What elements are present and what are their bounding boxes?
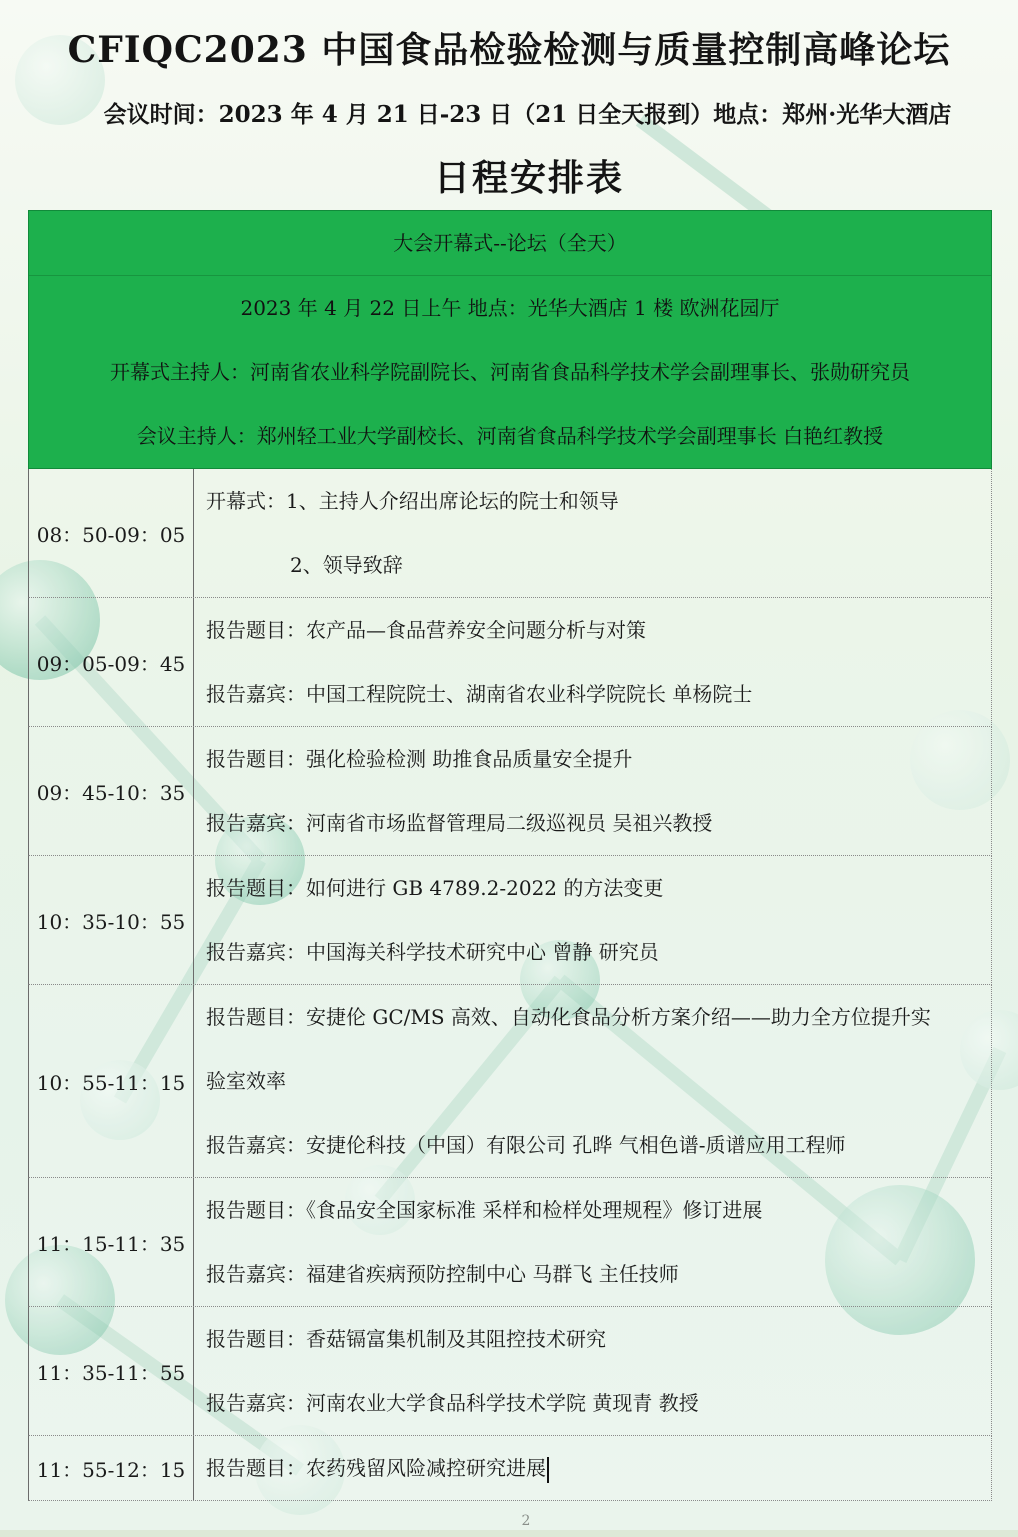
report-title-text: 报告题目：农药残留风险减控研究进展 [206,1456,546,1480]
row-time: 09：05-09：45 [29,598,194,726]
row-time: 08：50-09：05 [29,469,194,597]
report-speaker: 报告嘉宾：福建省疾病预防控制中心 马群飞 主任技师 [206,1262,679,1286]
report-speaker: 报告嘉宾：安捷伦科技（中国）有限公司 孔晔 气相色谱-质谱应用工程师 [206,1133,846,1157]
meeting-host: 会议主持人：郑州轻工业大学副校长、河南省食品科学技术学会副理事长 白艳红教授 [136,424,884,448]
report-title: 报告题目：如何进行 GB 4789.2-2022 的方法变更 [206,876,664,900]
schedule-row [28,727,992,856]
schedule-row [28,1436,992,1501]
report-speaker: 报告嘉宾：中国海关科学技术研究中心 曾静 研究员 [206,940,659,964]
row-content [194,1178,991,1306]
row-line: 2、领导致辞 [290,553,403,577]
row-time: 11：55-12：15 [29,1436,194,1500]
report-speaker: 报告嘉宾：河南农业大学食品科学技术学院 黄现青 教授 [206,1391,699,1415]
session-header [28,210,992,469]
row-content [194,598,991,726]
schedule-heading: 日程安排表 [433,157,624,199]
report-title: 报告题目：《食品安全国家标准 采样和检样处理规程》修订进展 [206,1198,763,1222]
report-title: 报告题目：强化检验检测 助推食品质量安全提升 [206,747,633,771]
report-speaker: 报告嘉宾：河南省市场监督管理局二级巡视员 吴祖兴教授 [206,811,713,835]
row-time: 10：55-11：15 [29,985,194,1177]
report-title: 报告题目：香菇镉富集机制及其阻控技术研究 [206,1327,606,1351]
schedule-table [28,210,992,1501]
report-title: 报告题目：农产品—食品营养安全问题分析与对策 [206,618,646,642]
opening-host: 开幕式主持人：河南省农业科学院副院长、河南省食品科学技术学会副理事长、张勋研究员 [110,360,910,384]
session-title: 大会开幕式--论坛（全天） [29,211,991,276]
row-line: 开幕式：1、主持人介绍出席论坛的院士和领导 [206,489,619,513]
text-cursor [547,1457,549,1483]
row-time: 09：45-10：35 [29,727,194,855]
report-speaker: 报告嘉宾：中国工程院院士、湖南省农业科学院院长 单杨院士 [206,682,753,706]
schedule-row [28,1307,992,1436]
row-content [194,985,991,1177]
report-title-editable[interactable] [206,1436,991,1500]
page-number: 2 [521,1513,531,1529]
schedule-row [28,598,992,727]
session-date-place: 2023 年 4 月 22 日上午 地点：光华大酒店 1 楼 欧洲花园厅 [240,296,780,320]
meeting-info: 会议时间：2023 年 4 月 21 日-23 日（21 日全天报到）地点：郑州·光华大酒店 [103,101,952,128]
report-title-continued: 验室效率 [206,1069,286,1093]
row-content[interactable] [194,1436,991,1500]
row-content [194,469,991,597]
schedule-row [28,856,992,985]
row-content [194,727,991,855]
report-title: 报告题目：安捷伦 GC/MS 高效、自动化食品分析方案介绍——助力全方位提升实 [206,1005,931,1029]
schedule-row [28,1178,992,1307]
schedule-row [28,469,992,598]
row-time: 11：35-11：55 [29,1307,194,1435]
page-bottom-edge [0,1530,1018,1537]
row-content [194,856,991,984]
schedule-row [28,985,992,1178]
row-content [194,1307,991,1435]
row-time: 10：35-10：55 [29,856,194,984]
row-time: 11：15-11：35 [29,1178,194,1306]
page-title: CFIQC2023 中国食品检验检测与质量控制高峰论坛 [67,29,951,71]
